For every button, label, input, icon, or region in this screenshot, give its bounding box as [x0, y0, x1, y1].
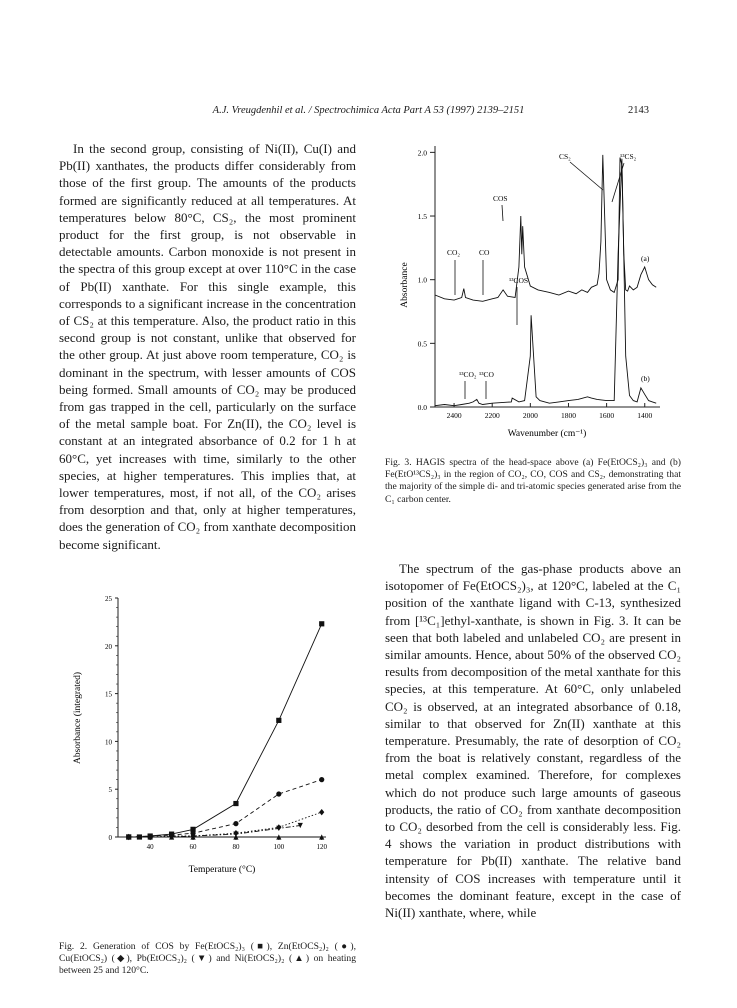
x-tick-label: 80	[232, 843, 240, 851]
x-tick-label: 2400	[446, 411, 462, 420]
x-axis-label: Temperature (°C)	[188, 865, 256, 875]
page-number: 2143	[628, 105, 649, 116]
spectrum-trace-b	[435, 159, 656, 406]
label-13cs2: ¹³CS₂	[620, 152, 637, 161]
label-a: (a)	[641, 254, 650, 263]
x-tick-label: 1800	[560, 411, 576, 420]
label-cs2: CS₂	[559, 152, 571, 161]
data-point-square	[319, 621, 324, 626]
y-axis-label: Absorbance	[400, 262, 410, 308]
label-b: (b)	[641, 374, 650, 383]
cos-generation-plot	[60, 590, 360, 935]
right-column-text	[385, 560, 681, 921]
data-point-circle	[319, 777, 324, 782]
x-tick-label: 60	[189, 843, 197, 851]
y-tick-label: 10	[105, 738, 112, 747]
y-tick-label: 0.5	[417, 339, 427, 349]
x-tick-label: 2000	[522, 411, 538, 420]
figure-3	[380, 135, 680, 455]
arrow-cos	[502, 205, 503, 221]
data-point-circle	[276, 791, 281, 796]
running-head: A.J. Vreugdenhil et al. / Spectrochimica Acta Part A 53 (1997) 2139–2151	[212, 105, 525, 116]
x-tick-label: 2200	[484, 411, 500, 420]
paragraph-isotopomer: The spectrum of the gas-phase products above an isotopomer of Fe(EtOCS₂)₃, at 120°C, labeled at the C₁ position of the xanthate ligand with C-13, synthesized from [¹³C₁]ethyl-xanthate, is shown in Fig. 3. It can be seen that both labeled and unlabeled CO₂ are present in similar amounts. Hence, about 50% of the observed CO₂ results from decomposition of the metal xanthate for this species, at this temperature. At 60°C, only unlabeled CO₂ is observed, at an integrated absorbance of 0.18, similar to that observed for Zn(II) xanthate at this temperature. Presumably, the rate of desorption of CO₂ from the boat is relatively constant, regardless of the metal complex examined. Therefore, for complexes which do not produce such large amounts of gaseous products, the ratio of CO₂ from xanthate decomposition to CO₂ desorbed from the cell is considerably less. Fig. 4 shows the variation in product distributions with temperature for Pb(II) xanthate. The relative band intensity of COS increases with temperature until it becomes the dominant feature, except in the case of Ni(II) xanthate, where, while	[385, 561, 681, 921]
y-tick-label: 2.0	[417, 148, 427, 158]
series-line-square	[129, 624, 322, 837]
data-point-square	[233, 801, 238, 806]
running-header	[0, 105, 737, 121]
label-13co2: ¹³CO₂	[459, 370, 477, 379]
y-tick-label: 0	[108, 834, 112, 842]
spectra-plot	[380, 135, 680, 455]
paragraph-second-group: In the second group, consisting of Ni(II), Cu(I) and Pb(II) xanthates, the products differ considerably from those of the first group. The amounts of the products formed are significantly reduced at all temperatures. At temperatures below 80°C, CS₂, the most prominent product for the first group, is not observable in detectable amounts. Carbon monoxide is not present in the spectra of this group except at over 110°C in the case of Pb(II) xanthate. For this single example, this corresponds to a significant increase in the concentration of CS₂ at this temperature. Also, the product ratio in this second group is not constant, unlike that observed for the other group. At just above room temperature, CO₂ is dominant in the spectrum, with lesser amounts of COS being formed. Small amounts of CO₂ may be produced from gas trapped in the cell, particularly on the surface of the metal sample boat. For Zn(II), the CO₂ level is constant at an integrated absorbance of 0.2 for 1 h at 60°C, yet increases with time, similarly to the other species, at higher temperatures. This implies that, at lower temperatures, most, if not all, of the CO₂ arises from desorption and that, only at higher temperatures, does the generation of CO₂ from xanthate decomposition become significant.	[59, 141, 356, 552]
y-tick-label: 5	[108, 786, 112, 795]
arrow-cs2	[570, 162, 603, 190]
x-tick-label: 40	[146, 843, 154, 851]
x-tick-label: 120	[316, 843, 327, 851]
y-tick-label: 1.5	[417, 212, 427, 222]
label-13co: ¹³CO	[479, 370, 494, 379]
label-co: CO	[479, 248, 490, 257]
y-tick-label: 20	[105, 642, 112, 651]
x-axis-label: Wavenumber (cm⁻¹)	[507, 429, 587, 439]
y-tick-label: 1.0	[417, 275, 427, 285]
x-tick-label: 100	[273, 843, 285, 851]
figure-2-caption: Fig. 2. Generation of COS by Fe(EtOCS₂)₃ (■), Zn(EtOCS₂)₂ (●), Cu(EtOCS₂) (◆), Pb(EtOCS₂)₂ (▼) and Ni(EtOCS₂)₂ (▲) on heating between 25 and 120°C.	[59, 941, 356, 977]
y-axis-label: Absorbance (integrated)	[73, 671, 83, 765]
label-13cos: ¹³COS	[509, 276, 529, 285]
label-co2: CO₂	[447, 248, 461, 257]
y-tick-label: 15	[105, 690, 112, 699]
y-tick-label: 0.0	[417, 403, 427, 412]
figure-3-caption: Fig. 3. HAGIS spectra of the head-space above (a) Fe(EtOCS₂)₃ and (b) Fe(EtO¹³CS₂)₃ in the region of CO₂, CO, COS and CS₂, demonstrating that the majority of the simple di- and tri-atomic species generated arise from the C₁ carbon center.	[385, 457, 681, 505]
series-line-diamond	[129, 812, 322, 837]
figure-2	[60, 590, 360, 935]
data-point-square	[276, 718, 281, 723]
x-tick-label: 1400	[637, 411, 653, 420]
data-point-circle	[233, 821, 238, 826]
label-cos: COS	[493, 194, 508, 203]
x-tick-label: 1600	[599, 411, 615, 420]
data-point-diamond	[319, 809, 324, 815]
y-tick-label: 25	[105, 595, 112, 603]
left-column-text	[59, 140, 356, 553]
series-line-circle	[129, 780, 322, 837]
